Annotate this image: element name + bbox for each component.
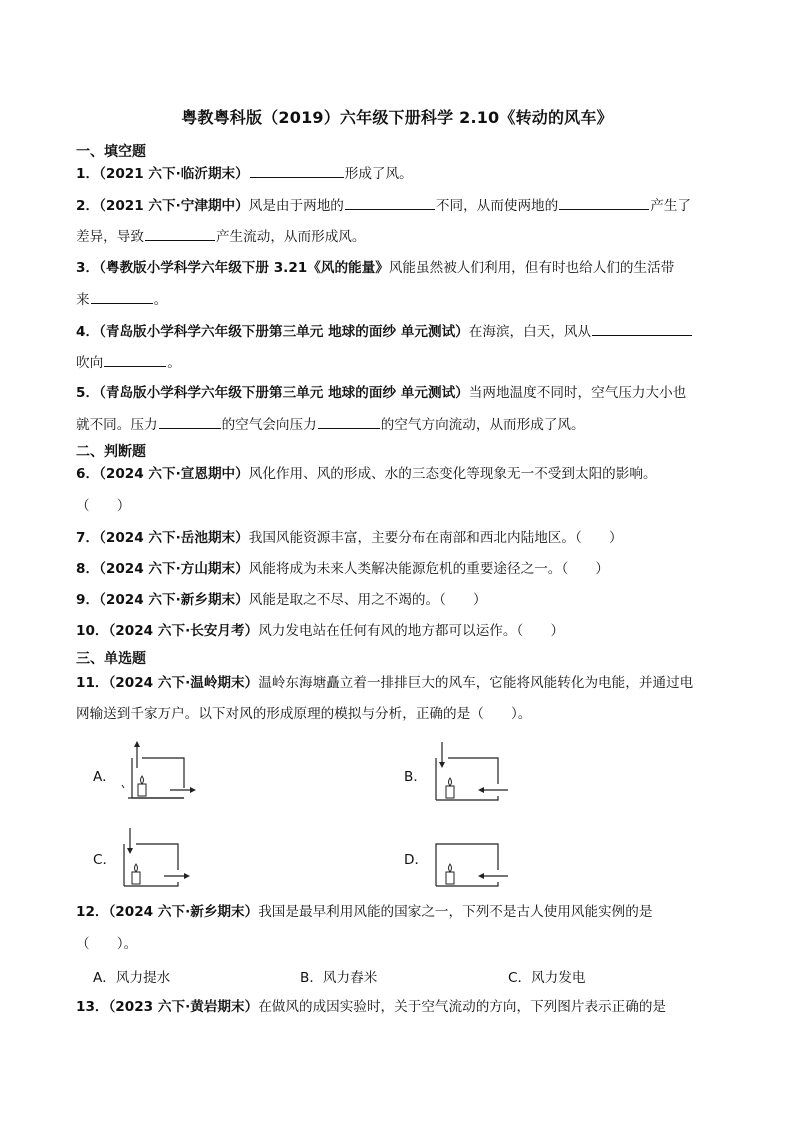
- answer-blank[interactable]: [559, 195, 649, 210]
- question-number: 7．: [76, 530, 100, 546]
- question-number: 12．: [76, 904, 109, 920]
- section-heading-true-false: 二、判断题: [76, 444, 146, 460]
- question-source: （2024 六下·方山期末）: [99, 561, 249, 577]
- question-number: 4．: [76, 324, 100, 340]
- question-number: 11．: [76, 675, 109, 691]
- question-12-line-2: [76, 934, 137, 954]
- question-source: （2024 六下·长安月考）: [108, 623, 259, 639]
- answer-blank[interactable]: [145, 226, 215, 241]
- question-7: [76, 528, 623, 548]
- section-heading-fill-blank: 一、填空题: [76, 144, 146, 160]
- question-text: 的空气会向压力: [221, 417, 317, 433]
- answer-blank[interactable]: [592, 321, 692, 336]
- question-10: [76, 621, 564, 641]
- question-text: 我国风能资源丰富，主要分布在南部和西北内陆地区。（ ）: [248, 530, 623, 546]
- question-text: 我国是最早利用风能的国家之一，下列不是古人使用风能实例的是: [258, 904, 653, 920]
- choice-b[interactable]: B．风力舂米: [300, 970, 378, 986]
- question-text: 在做风的成因实验时，关于空气流动的方向，下列图片表示正确的是: [258, 999, 667, 1015]
- question-8: [76, 559, 609, 579]
- answer-blank[interactable]: [318, 414, 380, 429]
- option-c-diagram[interactable]: [116, 826, 200, 888]
- question-source: （粤教版小学科学六年级下册 3.21《风的能量》: [99, 260, 389, 276]
- question-text: 风能是取之不尽、用之不竭的。（ ）: [248, 592, 487, 608]
- question-text: 的空气方向流动，从而形成了风。: [380, 417, 585, 433]
- question-5-line-2: [76, 414, 585, 435]
- question-number: 6．: [76, 466, 100, 482]
- option-d-diagram[interactable]: [428, 826, 512, 888]
- question-text: 就不同。压力: [76, 417, 158, 433]
- question-3-line-2: [76, 289, 167, 310]
- question-text: 来: [76, 292, 90, 308]
- answer-blank[interactable]: [345, 195, 435, 210]
- question-source: （青岛版小学科学六年级下册第三单元 地球的面纱 单元测试）: [99, 385, 469, 401]
- option-c-label[interactable]: C．: [93, 852, 117, 868]
- question-number: 1．: [76, 166, 100, 182]
- question-source: （2024 六下·温岭期末）: [108, 675, 259, 691]
- question-number: 2．: [76, 198, 100, 214]
- question-source: （2024 六下·岳池期末）: [99, 530, 249, 546]
- answer-bracket[interactable]: （ ）。: [76, 936, 138, 952]
- question-9: [76, 590, 487, 610]
- question-number: 5．: [76, 385, 100, 401]
- question-text: 风能虽然被人们利用，但有时也给人们的生活带: [388, 260, 675, 276]
- answer-blank[interactable]: [91, 289, 153, 304]
- question-text: 。: [167, 355, 181, 371]
- option-b-label[interactable]: B．: [404, 769, 427, 785]
- option-a-label[interactable]: A．: [93, 769, 116, 785]
- section-heading-single-choice: 三、单选题: [76, 651, 146, 667]
- question-text: 风是由于两地的: [248, 198, 344, 214]
- question-12: [76, 902, 652, 922]
- question-source: （2024 六下·新乡期末）: [99, 592, 249, 608]
- question-text: 形成了风。: [344, 166, 413, 182]
- question-5: [76, 383, 686, 403]
- question-11-line-2: [76, 704, 531, 724]
- option-d-label[interactable]: D．: [404, 852, 429, 868]
- question-1: [76, 163, 413, 184]
- option-a-diagram[interactable]: [114, 740, 198, 800]
- question-number: 9．: [76, 592, 100, 608]
- question-source: （2024 六下·新乡期末）: [108, 904, 259, 920]
- question-2: [76, 195, 691, 216]
- question-text: 产生了: [650, 198, 692, 214]
- question-text: 差异，导致: [76, 229, 144, 245]
- answer-blank[interactable]: [250, 163, 344, 178]
- question-number: 13．: [76, 999, 109, 1015]
- question-3: [76, 258, 674, 278]
- question-number: 8．: [76, 561, 100, 577]
- answer-blank[interactable]: [104, 352, 166, 367]
- question-text: 风能将成为未来人类解决能源危机的重要途径之一。（ ）: [248, 561, 609, 577]
- question-text: 温岭东海塘矗立着一排排巨大的风车，它能将风能转化为电能，并通过电: [258, 675, 694, 691]
- answer-bracket[interactable]: （ ）: [76, 498, 131, 514]
- question-text: 吹向: [76, 355, 104, 371]
- question-number: 10．: [76, 623, 109, 639]
- question-text: 产生流动，从而形成风。: [215, 229, 366, 245]
- question-source: （2024 六下·宣恩期中）: [99, 466, 249, 482]
- question-6: [76, 464, 657, 484]
- choice-a[interactable]: A．风力提水: [93, 970, 171, 986]
- question-4-line-2: [76, 352, 181, 373]
- question-text: 。: [153, 292, 168, 308]
- answer-blank[interactable]: [159, 414, 221, 429]
- page-title: 粤教粤科版（2019）六年级下册科学 2.10《转动的风车》: [181, 108, 613, 127]
- question-text: 风化作用、风的形成、水的三态变化等现象无一不受到太阳的影响。: [248, 466, 657, 482]
- question-13: [76, 997, 666, 1017]
- option-b-diagram[interactable]: [428, 740, 512, 802]
- question-11: [76, 673, 693, 693]
- question-source: （2021 六下·临沂期末）: [99, 166, 249, 182]
- question-source: （2021 六下·宁津期中）: [99, 198, 249, 214]
- question-text: 网输送到千家万户。以下对风的形成原理的模拟与分析，正确的是（ ）。: [76, 706, 532, 722]
- question-text: 在海滨，白天，风从: [468, 324, 592, 340]
- question-text: 当两地温度不同时，空气压力大小也: [468, 385, 687, 401]
- choice-c[interactable]: C．风力发电: [508, 970, 586, 986]
- question-text: 风力发电站在任何有风的地方都可以运作。（ ）: [258, 623, 565, 639]
- question-number: 3．: [76, 260, 100, 276]
- question-source: （青岛版小学科学六年级下册第三单元 地球的面纱 单元测试）: [99, 324, 469, 340]
- question-source: （2023 六下·黄岩期末）: [108, 999, 259, 1015]
- question-text: 不同，从而使两地的: [435, 198, 559, 214]
- question-2-line-2: [76, 226, 366, 247]
- question-4: [76, 321, 693, 342]
- question-6-line-2: [76, 496, 130, 516]
